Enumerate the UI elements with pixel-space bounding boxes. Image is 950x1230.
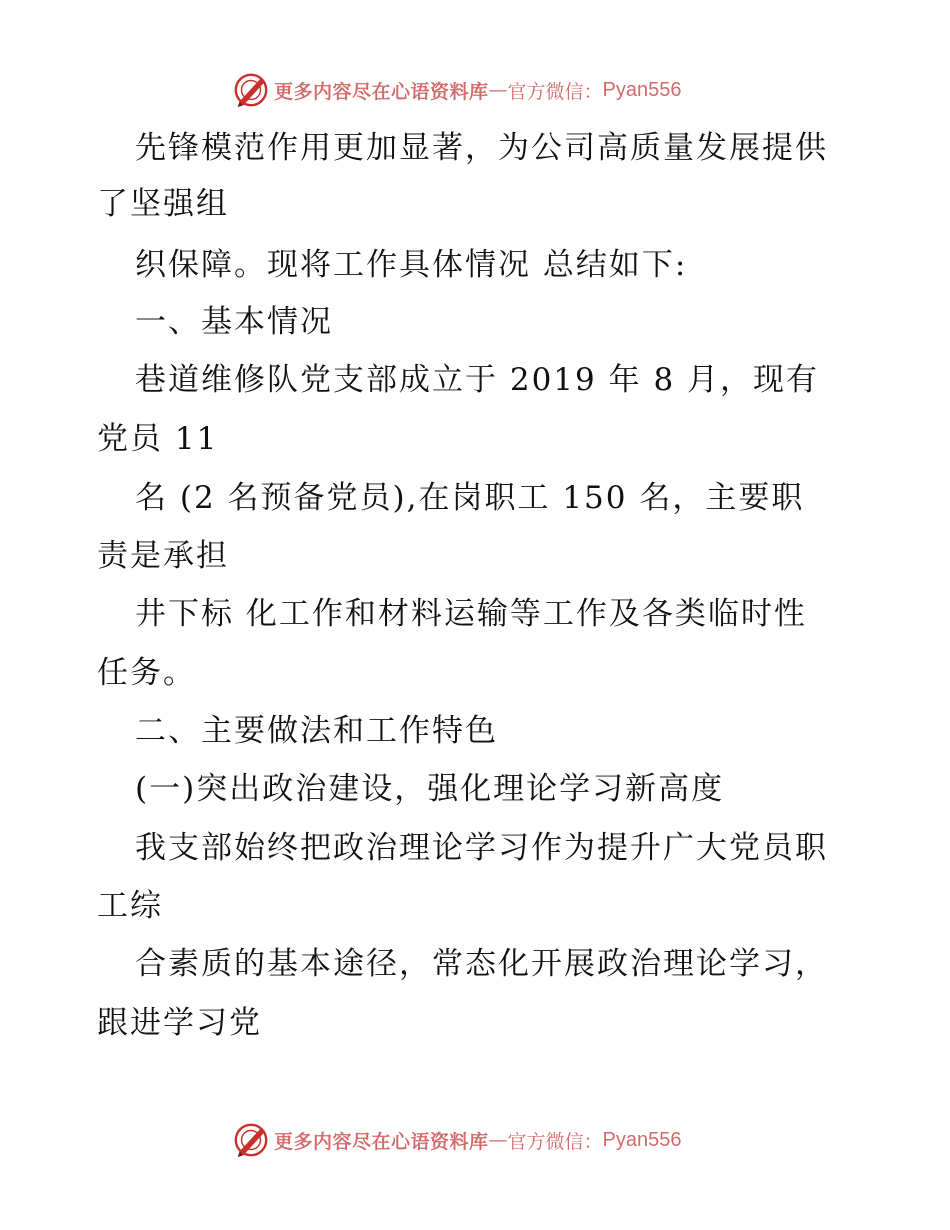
banner-main-text: 更多内容尽在心语资料库 [274, 1130, 489, 1153]
section-heading: 二、主要做法和工作特色 [135, 713, 498, 749]
text-line: 工综 [97, 888, 163, 924]
text-line: 任务。 [97, 655, 196, 691]
text-line: 井下标 化工作和材料运输等工作及各类临时性 [135, 596, 807, 632]
text-line: 了坚强组 [97, 186, 229, 222]
text-line: 我支部始终把政治理论学习作为提升广大党员职 [135, 830, 828, 866]
text-line: 跟进学习党 [97, 1005, 262, 1041]
text-line: 名 (2 名预备党员),在岗职工 150 名，主要职 [135, 480, 805, 516]
banner-separator: — [488, 79, 508, 101]
banner-main-text: 更多内容尽在心语资料库 [274, 80, 489, 103]
banner-wechat-id: Pyan556 [602, 78, 682, 101]
pen-logo-icon [232, 71, 270, 109]
text-line: 巷道维修队党支部成立于 2019 年 8 月，现有 [135, 362, 820, 398]
text-line: 先锋模范作用更加显著，为公司高质量发展提供 [135, 130, 828, 166]
footer-banner [232, 1120, 682, 1160]
banner-wechat-id: Pyan556 [602, 1128, 682, 1151]
text-line: 合素质的基本途径，常态化开展政治理论学习， [135, 946, 828, 982]
text-line: 织保障。现将工作具体情况 总结如下: [135, 247, 688, 283]
text-line: 责是承担 [97, 538, 229, 574]
section-heading: 一、基本情况 [135, 304, 333, 340]
banner-wechat-label: 官方微信： [507, 1130, 603, 1153]
pen-logo-icon [232, 1121, 270, 1159]
subsection-heading: (一)突出政治建设，强化理论学习新高度 [135, 771, 725, 807]
header-banner [232, 70, 682, 110]
banner-separator: — [488, 1129, 508, 1151]
text-line: 党员 11 [97, 421, 219, 457]
banner-wechat-label: 官方微信： [507, 80, 603, 103]
